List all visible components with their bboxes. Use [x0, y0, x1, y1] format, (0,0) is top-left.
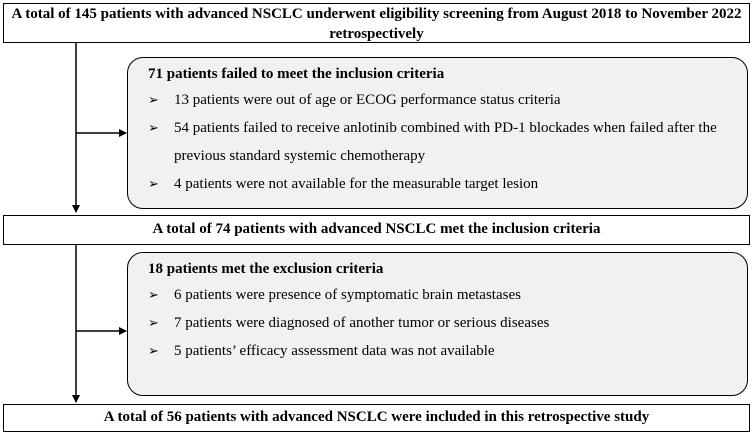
- exclusion-box-1: [127, 57, 748, 209]
- screening-text: A total of 145 patients with advanced NSCLC underwent eligibility screening from August 2018 to November 2022 retrospectively: [11, 6, 742, 42]
- final-box: [3, 404, 750, 432]
- exclusion-box-2-title: 18 patients met the exclusion criteria: [148, 261, 384, 277]
- exclusion-box-2: [127, 252, 748, 396]
- arrow-bullet-icon: ➢: [148, 176, 159, 191]
- arrow-bullet-icon: ➢: [148, 120, 159, 135]
- inclusion-met-text: A total of 74 patients with advanced NSCLC met the inclusion criteria: [152, 221, 601, 237]
- arrow-bullet-icon: ➢: [148, 315, 159, 330]
- list-item: ➢ 54 patients failed to receive anlotinib combined with PD-1 blockades when failed after the previous standard systemic chemotherapy: [148, 114, 733, 170]
- arrow-bullet-icon: ➢: [148, 343, 159, 358]
- exclusion-box-1-title: 71 patients failed to meet the inclusion criteria: [148, 66, 445, 82]
- list-item: ➢ 7 patients were diagnosed of another tumor or serious diseases: [148, 309, 733, 337]
- list-item: ➢ 4 patients were not available for the measurable target lesion: [148, 170, 733, 198]
- list-item: ➢ 5 patients’ efficacy assessment data was not available: [148, 337, 733, 365]
- arrow-bullet-icon: ➢: [148, 92, 159, 107]
- list-item: ➢ 6 patients were presence of symptomatic brain metastases: [148, 281, 733, 309]
- inclusion-met-box: [3, 215, 750, 245]
- final-text: A total of 56 patients with advanced NSCLC were included in this retrospective study: [103, 409, 650, 425]
- list-item: ➢ 13 patients were out of age or ECOG performance status criteria: [148, 86, 733, 114]
- screening-box: [3, 3, 750, 43]
- arrow-bullet-icon: ➢: [148, 287, 159, 302]
